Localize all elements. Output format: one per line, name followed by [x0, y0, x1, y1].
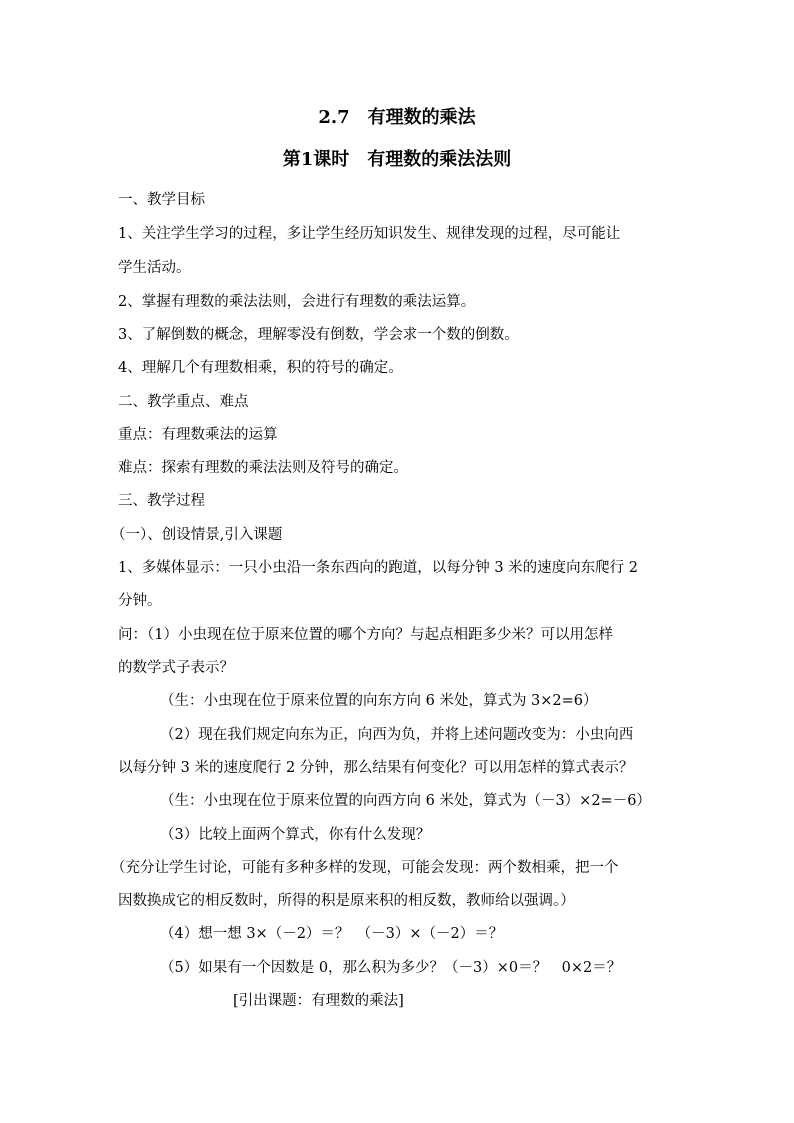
objective-3: 3、了解倒数的概念，理解零没有倒数，学会求一个数的倒数。: [118, 327, 519, 343]
question-2-cont: 以每分钟 3 米的速度爬行 2 分钟，那么结果有何变化？可以用怎样的算式表示？: [118, 760, 634, 776]
question-2: （2）现在我们规定向东为正，向西为负，并将上述问题改变为：小虫向西: [160, 727, 634, 743]
question-5: （5）如果有一个因数是 0，那么积为多少？（－3）×0＝？ 0×2＝？: [160, 960, 622, 976]
heading-objectives: 一、教学目标: [118, 192, 205, 208]
discussion-note-cont: 因数换成它的相反数时，所得的积是原来积的相反数，教师给以强调。）: [118, 893, 575, 909]
paragraph-multimedia: 1、多媒体显示：一只小虫沿一条东西向的跑道，以每分钟 3 米的速度向东爬行 2: [118, 560, 639, 576]
question-4: （4）想一想 3×（－2）＝？ （－3）×（－2）＝？: [160, 926, 504, 942]
question-1-cont: 的数学式子表示？: [118, 660, 234, 676]
objective-1: 1、关注学生学习的过程，多让学生经历知识发生、规律发现的过程，尽可能让: [118, 226, 621, 242]
discussion-note: （充分让学生讨论，可能有多种多样的发现，可能会发现：两个数相乘，把一个: [111, 860, 619, 876]
topic-introduction: [引出课题：有理数的乘法]: [233, 993, 404, 1009]
paragraph-multimedia-cont: 分钟。: [118, 593, 162, 609]
objective-1-cont: 学生活动。: [118, 260, 191, 276]
heading-process: 三、教学过程: [118, 493, 205, 509]
subheading-intro: （一）、创设情景,引入课题: [111, 527, 283, 543]
objective-4: 4、理解几个有理数相乘，积的符号的确定。: [118, 360, 403, 376]
difficult-point: 难点：探索有理数的乘法法则及符号的确定。: [118, 460, 408, 476]
section-title: 2.7 有理数的乘法: [318, 107, 476, 128]
heading-key-points: 二、教学重点、难点: [118, 394, 249, 410]
objective-2: 2、掌握有理数的乘法法则，会进行有理数的乘法运算。: [118, 294, 476, 310]
question-3: （3）比较上面两个算式，你有什么发现？: [160, 827, 431, 843]
question-1: 问：（1）小虫现在位于原来位置的哪个方向？与起点相距多少米？可以用怎样: [118, 627, 613, 643]
key-point: 重点：有理数乘法的运算: [118, 427, 278, 443]
lesson-subtitle: 第1课时 有理数的乘法法则: [282, 149, 512, 170]
answer-1: （生：小虫现在位于原来位置的向东方向 6 米处，算式为 3×2=6）: [160, 693, 598, 709]
answer-2: （生：小虫现在位于原来位置的向西方向 6 米处，算式为（－3）×2=－6）: [160, 793, 651, 809]
